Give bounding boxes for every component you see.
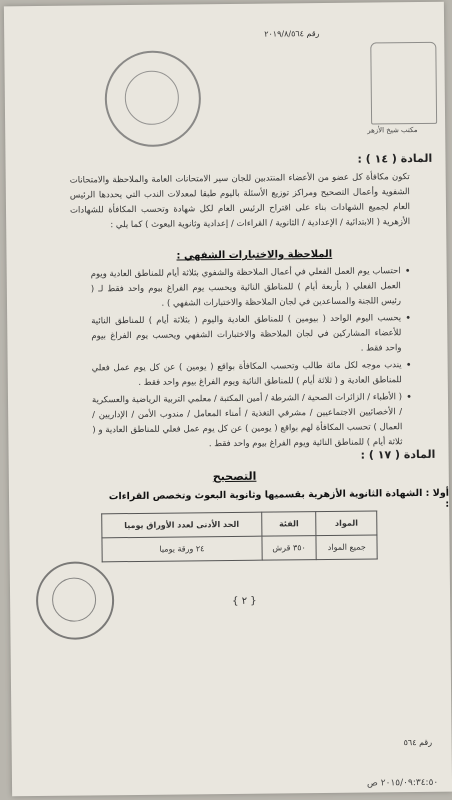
scan-timestamp: ٢٠١٥/٠٩:٣٤:٥٠ ص: [366, 777, 439, 789]
correction-title: التصحيح: [212, 469, 257, 484]
table-header-cell: الحد الأدنى لعدد الأوراق يوميا: [102, 512, 262, 538]
table-cell: جميع المواد: [316, 535, 377, 560]
table-cell: ٣٥٠ قرش: [262, 536, 317, 561]
reference-number: رقم ٢٠١٩/٨/٥٦٤: [264, 29, 320, 39]
oral-exam-heading: الملاحظة والاختبارات الشفهي :: [176, 248, 333, 262]
official-stamp-icon: [36, 561, 115, 640]
article-14-label: المادة ( ١٤ ) :: [357, 151, 433, 166]
document-page: [4, 2, 452, 797]
section-subtitle: أولا : الشهادة الثانوية الأزهرية بقسميها وثانوية البعوث وتخصص القراءات :: [108, 487, 450, 510]
table-header-row: [102, 511, 377, 538]
table-cell: ٢٤ ورقة يوميا: [102, 536, 262, 562]
table-header-cell: المواد: [316, 511, 377, 536]
oral-exam-list: [91, 264, 413, 455]
list-item: • ( الأطباء / الزائرات الصحية / الشرطة / أمين المكتبة / معلمي التربية الرياضية والعسكرية / الأخصائيين الاجتماعيين / مشرفي التغذية / أمناء المعامل / مندوب الأمن / الإداريين / العمال ) تحسب المكافأة لهم بواقع ( يومين ) عن كل يوم عمل فعلي للمناطق العادية و ( ثلاثة أيام ) للمناطق النائية ويوم الفراغ بيوم واحد فقط .: [92, 390, 413, 453]
office-caption: مكتب شيخ الأزهر: [367, 125, 418, 135]
list-item: • يندب موجه لكل مائة طالب وتحسب المكافأة بواقع ( يومين ) عن كل يوم عمل فعلي للمناطق العادية و ( ثلاثة أيام ) للمناطق النائية ويوم الفراغ بيوم واحد فقط .: [92, 358, 412, 391]
article-17-label: المادة ( ١٧ ) :: [360, 447, 436, 462]
page-number: { ٢ }: [232, 595, 257, 607]
azhar-seal-icon: [104, 50, 201, 147]
list-item: • احتساب يوم العمل الفعلي في أعمال الملاحظة والشفوي بثلاثة أيام للمناطق العادية ويوم العمل الفعلي ( بأربعة أيام ) للمناطق النائية ويحسب يوم الفراغ بيوم واحد فقط لـ ( رئيس اللجنة والمساعدين في لجان الملاحظة والاختبارات الشفهي ) .: [91, 264, 411, 312]
list-item: • يحسب اليوم الواحد ( بيومين ) للمناطق العادية واليوم ( بثلاثة أيام ) للمناطق النائية للأعضاء المشاركين في لجان الملاحظة والاختبارات الشفهي ويحسب يوم الفراغ بيوم واحد فقط .: [91, 311, 411, 359]
reference-number-bottom: رقم ٥٦٤: [403, 737, 433, 748]
azhar-logo-icon: [370, 42, 437, 125]
table-header-cell: الفئة: [261, 512, 316, 537]
article-14-intro: تكون مكافأة كل عضو من الأعضاء المنتدبين للجان سير الامتحانات العامة والملاحظة والامتحانات الشفوية وأعمال التصحيح ومراكز توزيع الأسئلة باليوم طبقا لمعدلات الندب التي يحددها الرئيس العام لجميع الشهادات بناء على اقتراح الرئيس العام لكل شهادة وتحسب المكافأة للشهادات الأزهرية ( الابتدائية / الإعدادية / الثانوية / القراءات / إعدادية وثانوية البعوث ) كما يلي :: [69, 172, 411, 231]
rates-table: [101, 510, 377, 562]
table-row: [102, 535, 377, 562]
